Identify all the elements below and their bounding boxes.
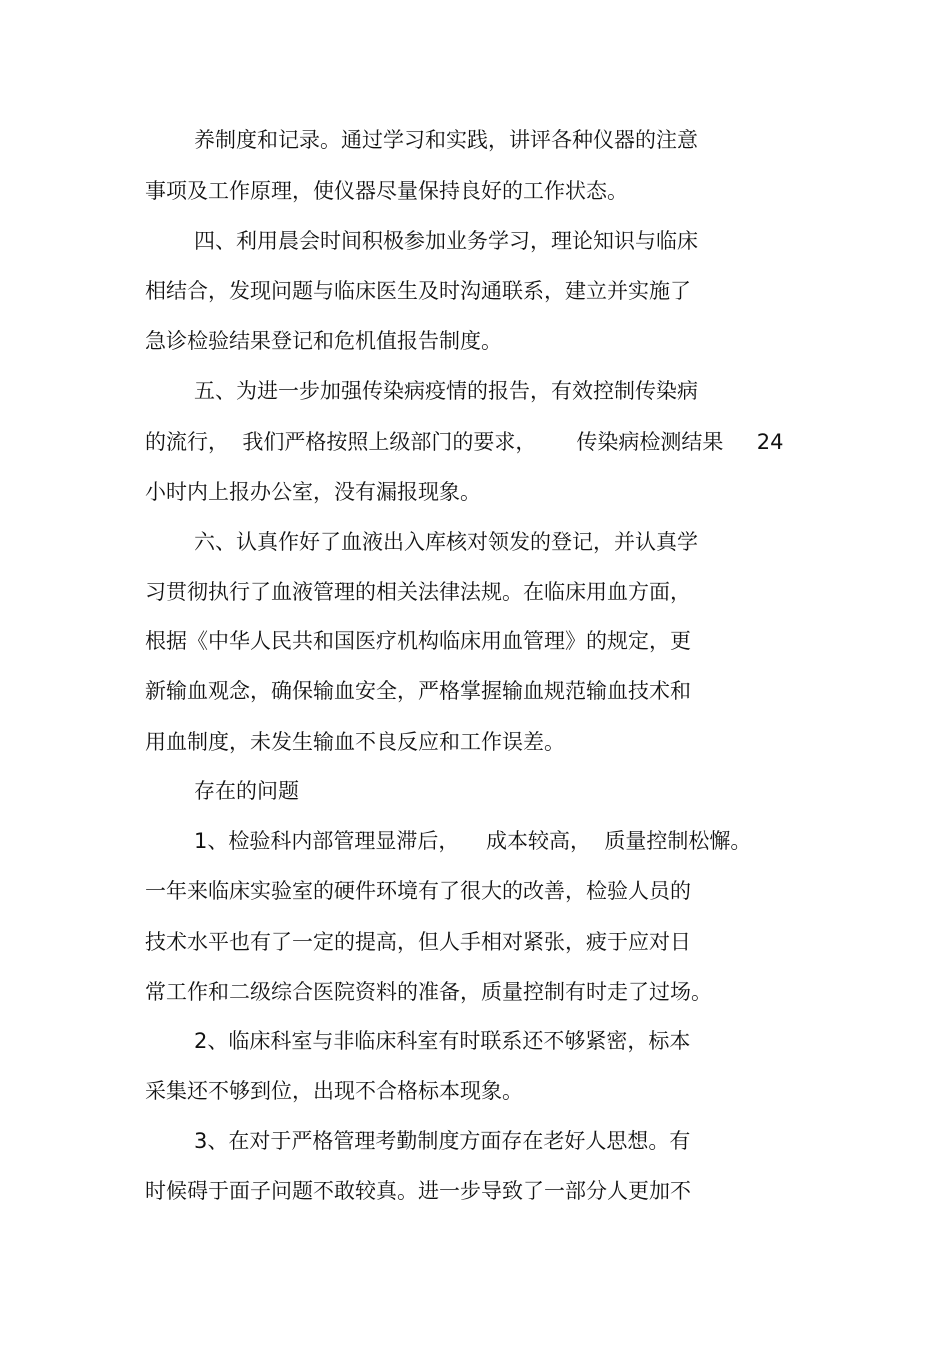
text-line: 事项及工作原理，使仪器尽量保持良好的工作状态。 — [145, 179, 628, 203]
text-line: 2、临床科室与非临床科室有时联系还不够紧密，标本 — [194, 1029, 691, 1053]
text-line: 小时内上报办公室，没有漏报现象。 — [145, 480, 481, 504]
text-line: 四、利用晨会时间积极参加业务学习，理论知识与临床 — [194, 229, 698, 253]
text-line: 常工作和二级综合医院资料的准备，质量控制有时走了过场。 — [145, 980, 712, 1004]
text-line: 采集还不够到位，出现不合格标本现象。 — [145, 1079, 523, 1103]
text-line: 急诊检验结果登记和危机值报告制度。 — [145, 329, 502, 353]
text-line: 时候碍于面子问题不敢较真。进一步导致了一部分人更加不 — [145, 1179, 691, 1203]
text-line: 技术水平也有了一定的提高，但人手相对紧张，疲于应对日 — [145, 930, 691, 954]
text-line: 新输血观念，确保输血安全，严格掌握输血规范输血技术和 — [145, 679, 691, 703]
text-line: 1、检验科内部管理显滞后， 成本较高， 质量控制松懈。 — [194, 829, 752, 853]
text-line: 相结合，发现问题与临床医生及时沟通联系，建立并实施了 — [145, 279, 691, 303]
text-line: 根据《中华人民共和国医疗机构临床用血管理》的规定，更 — [145, 629, 691, 653]
text-line: 养制度和记录。通过学习和实践，讲评各种仪器的注意 — [194, 128, 698, 152]
text-line: 五、为进一步加强传染病疫情的报告，有效控制传染病 — [194, 379, 698, 403]
text-line: 习贯彻执行了血液管理的相关法律法规。在临床用血方面， — [145, 580, 691, 604]
text-line: 六、认真作好了血液出入库核对领发的登记，并认真学 — [194, 530, 698, 554]
text-line: 一年来临床实验室的硬件环境有了很大的改善，检验人员的 — [145, 879, 691, 903]
section-heading: 存在的问题 — [194, 779, 299, 803]
text-line: 的流行， 我们严格按照上级部门的要求， 传染病检测结果 24 — [145, 430, 784, 454]
text-line: 3、在对于严格管理考勤制度方面存在老好人思想。有 — [194, 1129, 691, 1153]
text-line: 用血制度，未发生输血不良反应和工作误差。 — [145, 730, 565, 754]
